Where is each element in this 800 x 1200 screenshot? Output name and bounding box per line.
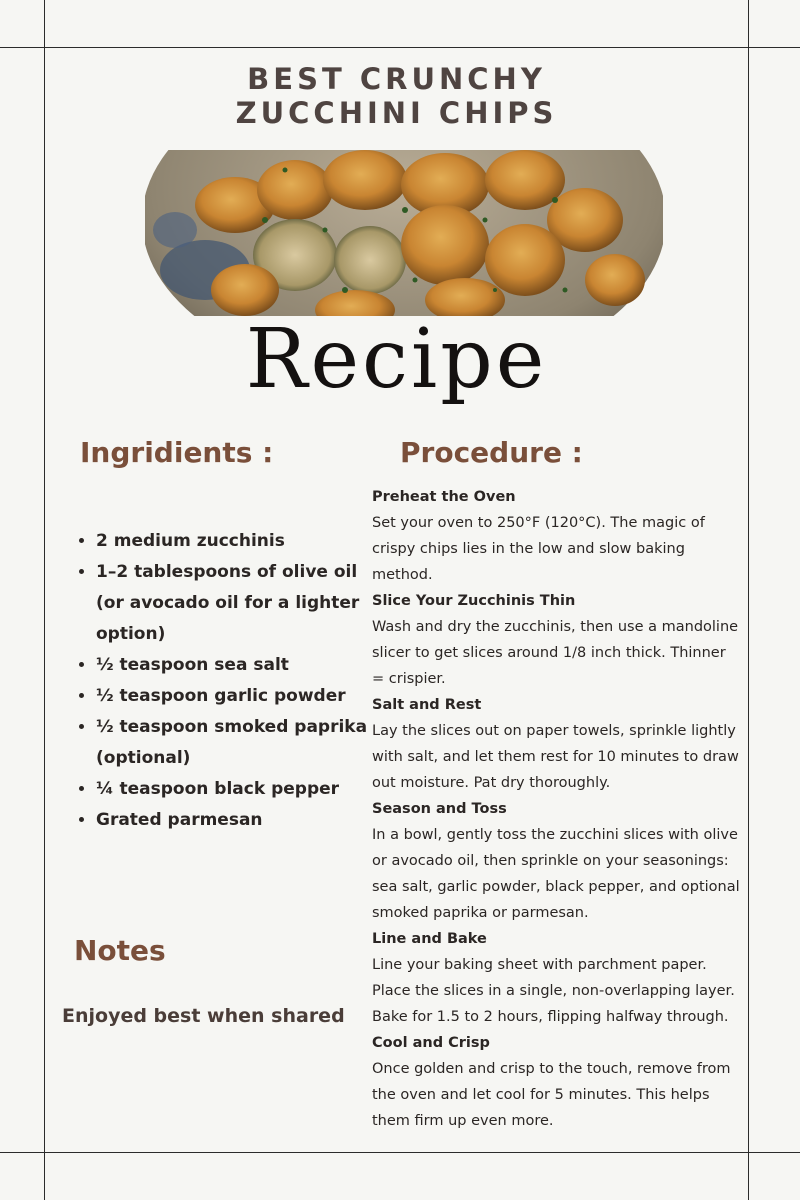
step-title: Slice Your Zucchinis Thin (372, 593, 576, 609)
frame-line-top (0, 47, 800, 48)
procedure-step (372, 484, 742, 588)
step-text: Wash and dry the zucchinis, then use a mandoline slicer to get slices around 1/8 inch thick. Thinner = crispier. (372, 619, 739, 687)
ingredient-item: • 2 medium zucchinis (96, 526, 386, 557)
ingredient-item: • ½ teaspoon garlic powder (96, 681, 386, 712)
step-text: Line your baking sheet with parchment paper. Place the slices in a single, non-overlapping layer. Bake for 1.5 to 2 hours, flipping halfway through. (372, 957, 735, 1025)
zucchini-chips-photo (145, 150, 663, 316)
step-title: Season and Toss (372, 801, 507, 817)
step-text: In a bowl, gently toss the zucchini slices with olive or avocado oil, then sprinkle on your seasonings: sea salt, garlic powder, black pepper, and optional smoked paprika or parmesan. (372, 827, 740, 921)
step-title: Preheat the Oven (372, 489, 516, 505)
step-text: Set your oven to 250°F (120°C). The magic of crispy chips lies in the low and slow baking method. (372, 515, 705, 583)
ingredient-item: • ½ teaspoon sea salt (96, 650, 386, 681)
ingredient-item: • 1–2 tablespoons of olive oil (or avocado oil for a lighter option) (96, 557, 386, 650)
notes-text: Enjoyed best when shared (62, 1005, 345, 1027)
step-title: Line and Bake (372, 931, 487, 947)
procedure-step (372, 926, 742, 1030)
frame-line-bottom (0, 1152, 800, 1153)
step-title: Cool and Crisp (372, 1035, 490, 1051)
ingredient-item: • ¼ teaspoon black pepper (96, 774, 386, 805)
recipe-script-heading: Recipe (245, 312, 548, 407)
ingredients-list (74, 526, 386, 836)
procedure-step (372, 692, 742, 796)
title-line-2: ZUCCHINI CHIPS (235, 96, 558, 130)
ingredient-item: • Grated parmesan (96, 805, 386, 836)
procedure-step (372, 796, 742, 926)
procedure-step (372, 588, 742, 692)
step-title: Salt and Rest (372, 697, 482, 713)
notes-heading: Notes (74, 934, 166, 967)
recipe-title (44, 62, 749, 130)
step-text: Lay the slices out on paper towels, sprinkle lightly with salt, and let them rest for 10 minutes to draw out moisture. Pat dry thoroughly. (372, 723, 739, 791)
step-text: Once golden and crisp to the touch, remove from the oven and let cool for 5 minutes. This helps them firm up even more. (372, 1061, 731, 1129)
ingredients-heading: Ingridients : (80, 436, 274, 469)
title-line-1: BEST CRUNCHY (247, 62, 546, 96)
frame-line-left (44, 0, 45, 1200)
procedure-steps (372, 484, 742, 1134)
procedure-step (372, 1030, 742, 1134)
ingredient-item: • ½ teaspoon smoked paprika (optional) (96, 712, 386, 774)
frame-line-right (748, 0, 749, 1200)
procedure-heading: Procedure : (400, 436, 583, 469)
